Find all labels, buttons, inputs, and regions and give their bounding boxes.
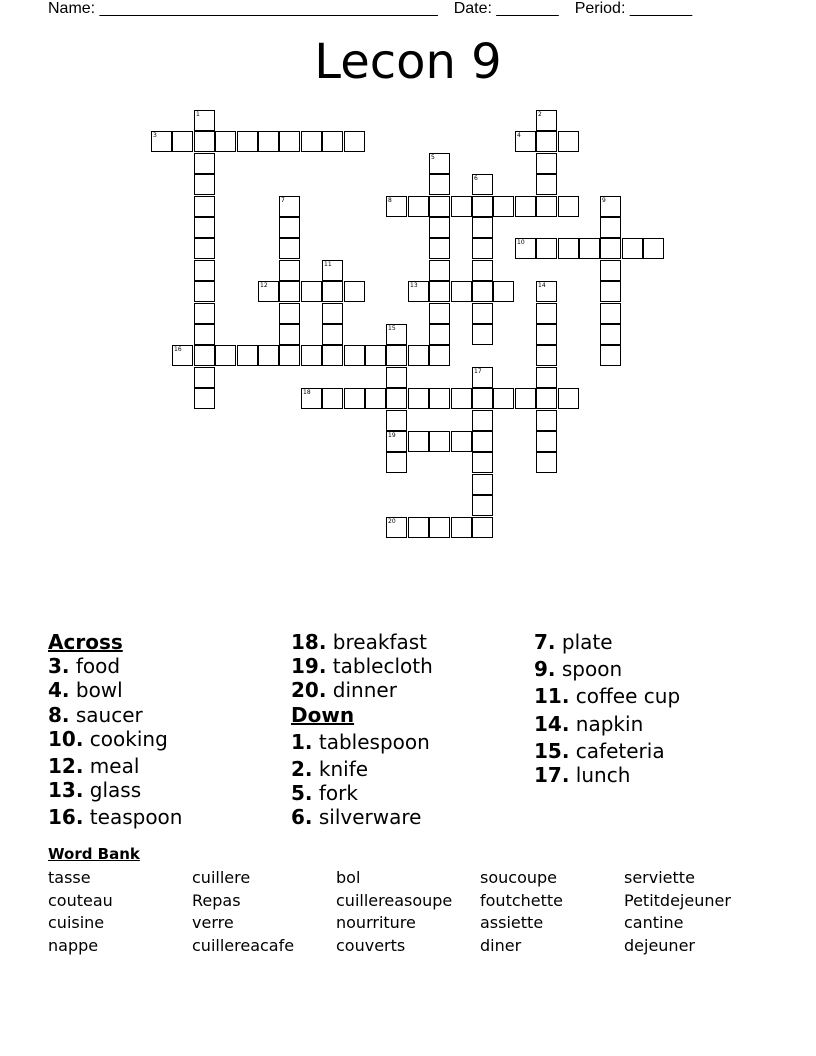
word-bank-item: cuillereacafe (192, 935, 295, 955)
crossword-cell[interactable] (429, 303, 450, 324)
clue-down-14: 14. napkin (534, 711, 644, 736)
crossword-cell[interactable] (643, 238, 664, 259)
crossword-cell[interactable] (600, 345, 621, 366)
word-bank-item: serviette (624, 868, 695, 887)
crossword-cell[interactable] (472, 174, 493, 195)
crossword-cell[interactable] (237, 345, 258, 366)
crossword-cell[interactable] (194, 110, 215, 131)
crossword-cell[interactable] (194, 281, 215, 302)
clue-across-10: 10. cooking (48, 726, 168, 751)
crossword-cell[interactable] (536, 196, 557, 217)
crossword-cell[interactable] (386, 367, 407, 388)
crossword-cell[interactable] (429, 153, 450, 174)
crossword-cell[interactable] (429, 238, 450, 259)
crossword-cell[interactable] (472, 303, 493, 324)
clue-number-label: 8 (388, 197, 392, 204)
clue-across-8: 8. saucer (48, 702, 143, 727)
clues-column-1 (48, 630, 182, 830)
clue-number-label: 10 (517, 239, 525, 246)
clue-down-5: 5. fork (291, 781, 358, 806)
crossword-cell[interactable] (622, 238, 643, 259)
word-bank-column-5 (624, 867, 731, 957)
crossword-cell[interactable] (194, 238, 215, 259)
crossword-cell[interactable] (237, 131, 258, 152)
crossword-cell[interactable] (322, 281, 343, 302)
crossword-cell[interactable] (408, 281, 429, 302)
crossword-cell[interactable] (429, 388, 450, 409)
clue-across-18: 18. breakfast (291, 630, 427, 654)
crossword-cell[interactable] (536, 303, 557, 324)
clue-across-16: 16. teaspoon (48, 805, 183, 830)
crossword-cell[interactable] (600, 217, 621, 238)
crossword-cell[interactable] (194, 260, 215, 281)
crossword-cell[interactable] (279, 196, 300, 217)
clue-number-label: 15 (388, 325, 396, 332)
crossword-cell[interactable] (472, 495, 493, 516)
crossword-cell[interactable] (429, 217, 450, 238)
crossword-cell[interactable] (172, 131, 193, 152)
clue-number-label: 4 (517, 132, 521, 139)
crossword-cell[interactable] (386, 452, 407, 473)
crossword-cell[interactable] (536, 174, 557, 195)
crossword-cell[interactable] (536, 345, 557, 366)
across-heading: Across (48, 630, 123, 654)
clue-number-label: 12 (260, 282, 268, 289)
crossword-cell[interactable] (194, 388, 215, 409)
crossword-cell[interactable] (536, 281, 557, 302)
crossword-cell[interactable] (600, 238, 621, 259)
clue-across-19: 19. tablecloth (291, 654, 433, 679)
crossword-cell[interactable] (322, 388, 343, 409)
word-bank-item: dejeuner (624, 935, 695, 955)
clue-number-label: 16 (174, 346, 182, 353)
crossword-cell[interactable] (408, 196, 429, 217)
word-bank-item: Repas (192, 890, 241, 910)
clue-down-2: 2. knife (291, 757, 369, 782)
crossword-cell[interactable] (386, 345, 407, 366)
name-field[interactable]: Name: ______________________________________ (48, 0, 438, 17)
word-bank-item: tasse (48, 868, 91, 887)
crossword-cell[interactable] (279, 131, 300, 152)
crossword-cell[interactable] (515, 196, 536, 217)
crossword-cell[interactable] (194, 367, 215, 388)
crossword-cell[interactable] (472, 431, 493, 452)
crossword-cell[interactable] (194, 345, 215, 366)
crossword-cell[interactable] (194, 131, 215, 152)
crossword-cell[interactable] (536, 153, 557, 174)
crossword-cell[interactable] (515, 388, 536, 409)
crossword-cell[interactable] (322, 303, 343, 324)
crossword-cell[interactable] (322, 324, 343, 345)
crossword-cell[interactable] (600, 303, 621, 324)
clue-number-label: 17 (474, 368, 482, 375)
crossword-cell[interactable] (386, 196, 407, 217)
crossword-cell[interactable] (279, 260, 300, 281)
crossword-cell[interactable] (279, 324, 300, 345)
crossword-cell[interactable] (279, 303, 300, 324)
crossword-cell[interactable] (322, 260, 343, 281)
word-bank-item: cuisine (48, 913, 105, 933)
crossword-cell[interactable] (408, 517, 429, 538)
crossword-cell[interactable] (429, 431, 450, 452)
crossword-cell[interactable] (386, 388, 407, 409)
crossword-cell[interactable] (536, 367, 557, 388)
crossword-cell[interactable] (408, 431, 429, 452)
clue-number-label: 7 (281, 197, 285, 204)
word-bank-item: diner (480, 935, 522, 955)
clue-number-label: 5 (431, 154, 435, 161)
date-field[interactable]: Date: _______ (453, 0, 559, 17)
crossword-cell[interactable] (493, 281, 514, 302)
crossword-cell[interactable] (429, 345, 450, 366)
crossword-cell[interactable] (279, 281, 300, 302)
crossword-cell[interactable] (429, 517, 450, 538)
crossword-cell[interactable] (344, 281, 365, 302)
crossword-cell[interactable] (472, 217, 493, 238)
crossword-cell[interactable] (493, 196, 514, 217)
crossword-cell[interactable] (429, 174, 450, 195)
crossword-cell[interactable] (344, 345, 365, 366)
clues-column-2 (291, 630, 433, 830)
crossword-cell[interactable] (194, 217, 215, 238)
crossword-cell[interactable] (194, 324, 215, 345)
clue-number-label: 6 (474, 175, 478, 182)
crossword-cell[interactable] (194, 196, 215, 217)
clue-across-13: 13. glass (48, 778, 142, 803)
crossword-cell[interactable] (322, 131, 343, 152)
clue-number-label: 2 (538, 111, 542, 118)
crossword-cell[interactable] (322, 345, 343, 366)
word-bank-item: foutchette (480, 890, 564, 910)
crossword-cell[interactable] (536, 452, 557, 473)
crossword-cell[interactable] (451, 431, 472, 452)
crossword-cell[interactable] (258, 345, 279, 366)
word-bank-item: soucoupe (480, 868, 557, 887)
word-bank-item: bol (336, 868, 361, 887)
crossword-cell[interactable] (451, 517, 472, 538)
word-bank-item: assiette (480, 913, 544, 933)
crossword-cell[interactable] (536, 110, 557, 131)
crossword-cell[interactable] (472, 196, 493, 217)
crossword-cell[interactable] (279, 238, 300, 259)
clue-across-20: 20. dinner (291, 678, 397, 703)
page-title: Lecon 9 (314, 34, 502, 90)
crossword-cell[interactable] (536, 431, 557, 452)
student-info-header (48, 0, 708, 18)
word-bank-item: Petitdejeuner (624, 890, 731, 910)
crossword-cell[interactable] (451, 196, 472, 217)
crossword-cell[interactable] (451, 281, 472, 302)
clue-number-label: 11 (324, 261, 332, 268)
crossword-cell[interactable] (408, 345, 429, 366)
crossword-cell[interactable] (472, 324, 493, 345)
clue-across-12: 12. meal (48, 754, 140, 779)
crossword-cell[interactable] (493, 388, 514, 409)
crossword-cell[interactable] (536, 324, 557, 345)
crossword-cell[interactable] (472, 367, 493, 388)
crossword-cell[interactable] (429, 260, 450, 281)
crossword-cell[interactable] (365, 388, 386, 409)
crossword-cell[interactable] (558, 131, 579, 152)
word-bank-item: cuillere (192, 868, 251, 887)
crossword-cell[interactable] (194, 303, 215, 324)
crossword-cell[interactable] (600, 260, 621, 281)
crossword-cell[interactable] (472, 410, 493, 431)
crossword-cell[interactable] (429, 281, 450, 302)
clue-across-4: 4. bowl (48, 678, 123, 703)
crossword-cell[interactable] (429, 196, 450, 217)
crossword-cell[interactable] (536, 238, 557, 259)
clues-column-3 (534, 630, 680, 787)
clue-number-label: 3 (153, 132, 157, 139)
word-bank-column-2 (192, 867, 294, 957)
crossword-cell[interactable] (215, 131, 236, 152)
crossword-cell[interactable] (386, 517, 407, 538)
clue-down-6: 6. silverware (291, 805, 422, 830)
crossword-cell[interactable] (558, 238, 579, 259)
crossword-cell[interactable] (579, 238, 600, 259)
crossword-cell[interactable] (472, 260, 493, 281)
crossword-cell[interactable] (472, 388, 493, 409)
clue-number-label: 9 (602, 197, 606, 204)
clue-down-7: 7. plate (534, 630, 613, 654)
crossword-cell[interactable] (515, 238, 536, 259)
crossword-cell[interactable] (279, 217, 300, 238)
word-bank-column-3 (336, 867, 452, 957)
crossword-cell[interactable] (600, 281, 621, 302)
crossword-cell[interactable] (515, 131, 536, 152)
crossword-cell[interactable] (258, 281, 279, 302)
crossword-cell[interactable] (301, 345, 322, 366)
clue-number-label: 19 (388, 432, 396, 439)
clue-number-label: 18 (303, 389, 311, 396)
crossword-cell[interactable] (472, 238, 493, 259)
word-bank-item: verre (192, 913, 234, 933)
crossword-cell[interactable] (600, 324, 621, 345)
crossword-cell[interactable] (172, 345, 193, 366)
crossword-cell[interactable] (472, 517, 493, 538)
crossword-cell[interactable] (536, 388, 557, 409)
clue-down-11: 11. coffee cup (534, 684, 681, 709)
crossword-cell[interactable] (301, 388, 322, 409)
word-bank-item: nappe (48, 935, 99, 955)
word-bank-item: couverts (336, 935, 406, 955)
crossword-cell[interactable] (344, 131, 365, 152)
crossword-cell[interactable] (194, 174, 215, 195)
crossword-cell[interactable] (215, 345, 236, 366)
word-bank-item: cantine (624, 913, 684, 933)
crossword-cell[interactable] (386, 410, 407, 431)
period-field[interactable]: Period: _______ (574, 0, 693, 17)
clue-down-17: 17. lunch (534, 763, 631, 788)
crossword-cell[interactable] (472, 474, 493, 495)
word-bank-title: Word Bank (48, 845, 140, 863)
word-bank-item: nourriture (336, 913, 416, 933)
clue-down-15: 15. cafeteria (534, 738, 665, 763)
crossword-cell[interactable] (536, 410, 557, 431)
crossword-cell[interactable] (558, 196, 579, 217)
crossword-cell[interactable] (386, 324, 407, 345)
word-bank-item: cuillereasoupe (336, 890, 453, 910)
crossword-cell[interactable] (365, 345, 386, 366)
crossword-cell[interactable] (429, 324, 450, 345)
clue-number-label: 1 (196, 111, 200, 118)
crossword-cell[interactable] (301, 131, 322, 152)
crossword-cell[interactable] (279, 345, 300, 366)
word-bank-column-1 (48, 867, 113, 957)
crossword-cell[interactable] (600, 196, 621, 217)
word-bank-column-4 (480, 867, 563, 957)
crossword-cell[interactable] (451, 388, 472, 409)
clue-down-1: 1. tablespoon (291, 729, 430, 754)
crossword-cell[interactable] (194, 153, 215, 174)
crossword-cell[interactable] (151, 131, 172, 152)
crossword-cell[interactable] (472, 452, 493, 473)
crossword-cell[interactable] (344, 388, 365, 409)
crossword-cell[interactable] (558, 388, 579, 409)
word-bank-item: couteau (48, 890, 113, 910)
down-heading: Down (291, 702, 355, 727)
crossword-cell[interactable] (258, 131, 279, 152)
clue-across-3: 3. food (48, 654, 121, 679)
crossword-cell[interactable] (408, 388, 429, 409)
clue-number-label: 13 (410, 282, 418, 289)
clue-number-label: 14 (538, 282, 546, 289)
crossword-cell[interactable] (472, 281, 493, 302)
crossword-cell[interactable] (536, 131, 557, 152)
clue-down-9: 9. spoon (534, 657, 623, 682)
crossword-cell[interactable] (386, 431, 407, 452)
clue-number-label: 20 (388, 518, 396, 525)
crossword-cell[interactable] (301, 281, 322, 302)
